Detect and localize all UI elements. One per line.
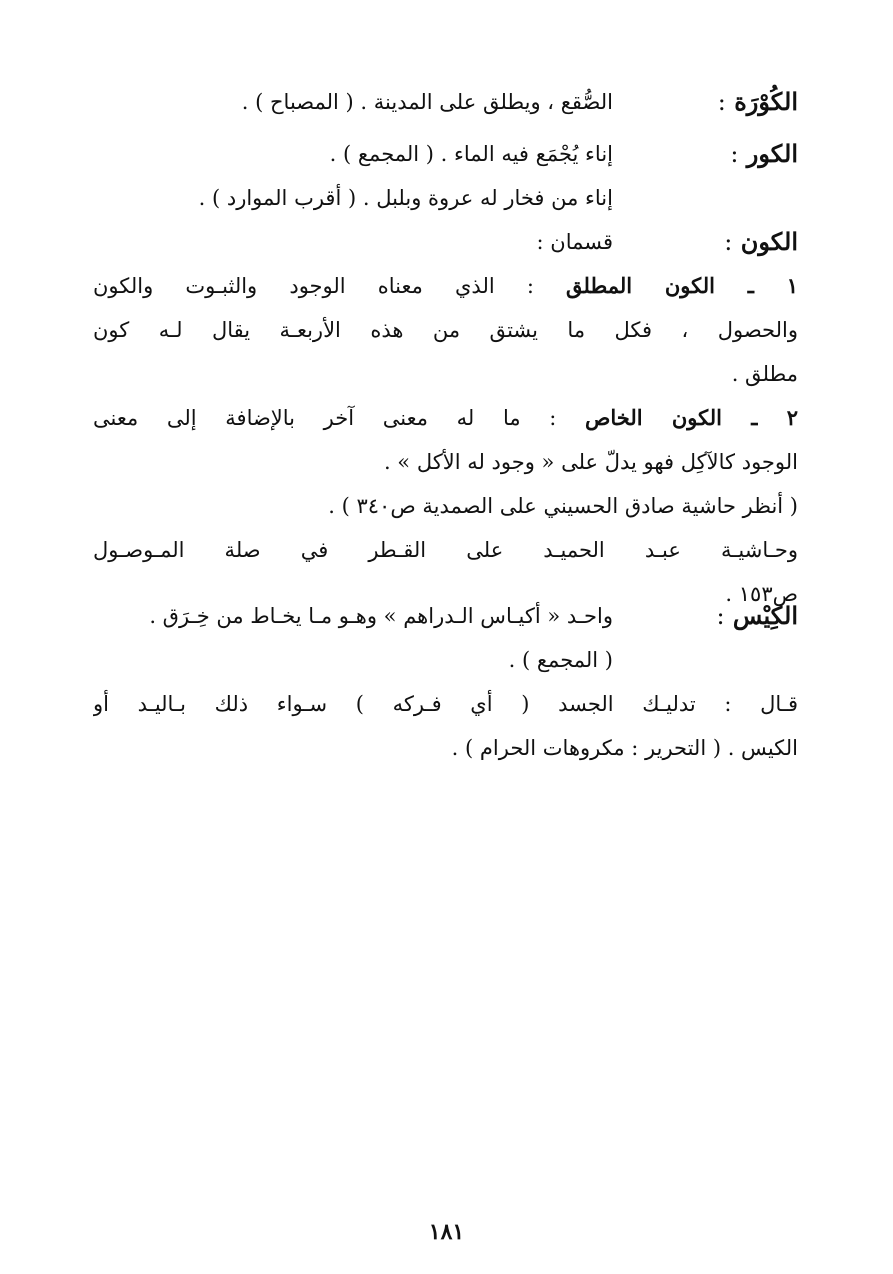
definition-line [93, 396, 798, 440]
term-text: الكون [740, 227, 798, 256]
definition-line: الكيس . ( التحرير : مكروهات الحرام ) . [451, 736, 798, 760]
definition-line: مطلق . [731, 362, 798, 386]
definition-line: الصُّقع ، ويطلق على المدينة . ( المصباح ) . [241, 90, 613, 114]
section-text: : الذي معناه الوجود والثبـوت والكون [93, 274, 534, 298]
definition-line: ( المجمع ) . [508, 648, 613, 672]
definition-line: الوجود كالآكِل فهو يدلّ على « وجود له الأكل » . [383, 450, 798, 474]
section-label: ٢ ـ الكون الخاص [585, 405, 798, 430]
definition-line: والحصول ، فكل ما يشتق من هذه الأربعـة يقال لـه كون [93, 318, 798, 342]
definition-line [93, 264, 798, 308]
definition-line: واحـد « أكيـاس الـدراهم » وهـو مـا يخـاط من خِـرَق . [149, 604, 613, 628]
entry-definition [93, 132, 798, 220]
term-text: الكُوْرَة [734, 87, 798, 116]
entry-definition [93, 220, 798, 616]
reference-line: وحـاشيـة عبـد الحميـد على القـطر في صلة المـوصـول [93, 538, 798, 562]
section-label: ١ ـ الكون المطلق [566, 273, 798, 298]
term-colon: : [716, 602, 725, 630]
reference-line: ( أنظر حاشية صادق الحسيني على الصمدية ص٣٤٠ ) . [328, 494, 798, 518]
term-colon: : [724, 228, 733, 256]
entry-definition [93, 594, 798, 770]
term-colon: : [730, 140, 739, 168]
entry-definition [93, 80, 798, 124]
definition-line: إناء من فخار له عروة وبلبل . ( أقرب الموارد ) . [198, 186, 613, 210]
definition-intro: قسمان : [536, 230, 613, 254]
definition-line: قـال : تدليـك الجسد ( أي فـركه ) سـواء ذلك بـاليـد أو [93, 692, 798, 716]
page-number: ١٨١ [428, 1219, 465, 1245]
term-text: الكِيْس [732, 601, 798, 630]
term-colon: : [717, 88, 726, 116]
term-text: الكور [746, 139, 798, 168]
reference-line: ص١٥٣ . [725, 582, 798, 606]
definition-line: إناء يُجْمَع فيه الماء . ( المجمع ) . [329, 142, 613, 166]
section-text: : ما له معنى آخر بالإضافة إلى معنى [93, 406, 557, 430]
